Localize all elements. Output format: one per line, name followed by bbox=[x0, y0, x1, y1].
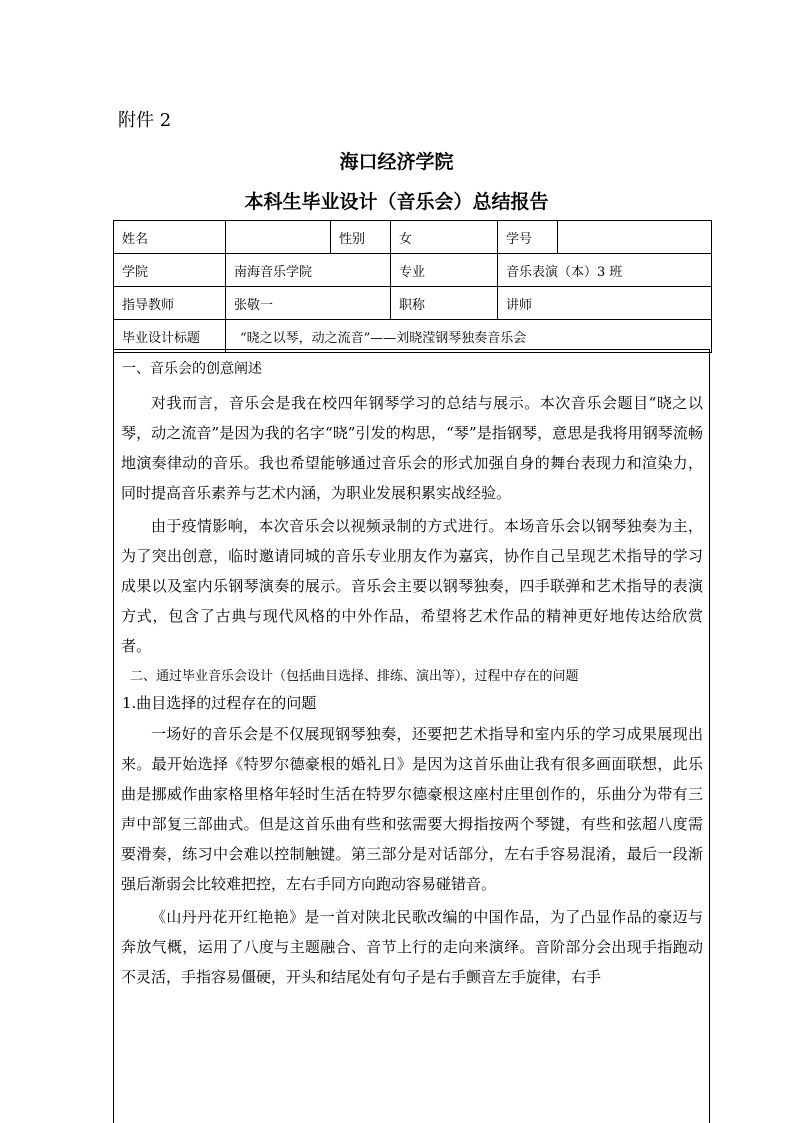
section-2-subtitle-1: 1.曲目选择的过程存在的问题 bbox=[122, 694, 317, 712]
name-value bbox=[226, 221, 331, 254]
section-1-title: 一、音乐会的创意阐述 bbox=[122, 361, 262, 377]
table-row bbox=[114, 320, 712, 353]
major-label: 专业 bbox=[391, 254, 498, 287]
college-label: 学院 bbox=[114, 254, 226, 287]
topic-value: “晓之以琴，动之流音”——刘晓滢钢琴独奏音乐会 bbox=[226, 320, 712, 353]
student-id-label: 学号 bbox=[498, 221, 558, 254]
rank-value: 讲师 bbox=[498, 287, 712, 320]
school-title: 海口经济学院 bbox=[339, 151, 454, 173]
section-2-title: 二、通过毕业音乐会设计（包括曲目选择、排练、演出等），过程中存在的问题 bbox=[130, 669, 579, 684]
advisor-value: 张敬一 bbox=[226, 287, 391, 320]
gender-value: 女 bbox=[391, 221, 498, 254]
table-row bbox=[114, 287, 712, 320]
rank-label: 职称 bbox=[391, 287, 498, 320]
section-2-paragraph-1: 一场好的音乐会是不仅展现钢琴独奏，还要把艺术指导和室内乐的学习成果展现出来。最开始选择《特罗尔德豪根的婚礼日》是因为这首乐曲让我有很多画面联想，此乐曲是挪威作曲家格里格年轻时生活在特罗尔德豪根这座村庄里创作的，乐曲分为带有三声中部复三部曲式。但是这首乐曲有些和弦需要大拇指按两个琴键，有些和弦超八度需要滑奏，练习中会难以控制触键。第三部分是对话部分，左右手容易混淆，最后一段渐强后渐弱会比较难把控，左右手同方向跑动容易碰错音。 bbox=[121, 725, 703, 893]
report-title: 本科生毕业设计（音乐会）总结报告 bbox=[244, 191, 549, 213]
advisor-label: 指导教师 bbox=[114, 287, 226, 320]
topic-label: 毕业设计标题 bbox=[114, 320, 226, 353]
major-value: 音乐表演（本）3 班 bbox=[498, 254, 712, 287]
name-label: 姓名 bbox=[114, 221, 226, 254]
gender-label: 性别 bbox=[331, 221, 391, 254]
section-1-paragraph-2: 由于疫情影响，本次音乐会以视频录制的方式进行。本场音乐会以钢琴独奏为主，为了突出创意，临时邀请同城的音乐专业朋友作为嘉宾，协作自己呈现艺术指导的学习成果以及室内乐钢琴演奏的展示。音乐会主要以钢琴独奏，四手联弹和艺术指导的表演方式，包含了古典与现代风格的中外作品，希望将艺术作品的精神更好地传达给欣赏者。 bbox=[121, 517, 703, 655]
section-2-paragraph-2: 《山丹丹花开红艳艳》是一首对陕北民歌改编的中国作品，为了凸显作品的豪迈与奔放气概，运用了八度与主题融合、音节上行的走向来演绎。音阶部分会出现手指跑动不灵活，手指容易僵硬，开头和结尾处有句子是右手颤音左手旋律，右手 bbox=[121, 908, 703, 986]
table-row bbox=[114, 221, 712, 254]
info-table bbox=[113, 220, 712, 353]
college-value: 南海音乐学院 bbox=[226, 254, 391, 287]
section-1-paragraph-1: 对我而言，音乐会是我在校四年钢琴学习的总结与展示。本次音乐会题目“晓之以琴，动之流音”是因为我的名字“晓”引发的构思，“琴”是指钢琴，意思是我将用钢琴流畅地演奏律动的音乐。我也希望能够通过音乐会的形式加强自身的舞台表现力和渲染力，同时提高音乐素养与艺术内涵，为职业发展积累实战经验。 bbox=[121, 394, 703, 502]
student-id-value bbox=[558, 221, 712, 254]
table-row bbox=[114, 254, 712, 287]
report-body bbox=[113, 349, 710, 1123]
attachment-label: 附件 2 bbox=[118, 110, 172, 131]
